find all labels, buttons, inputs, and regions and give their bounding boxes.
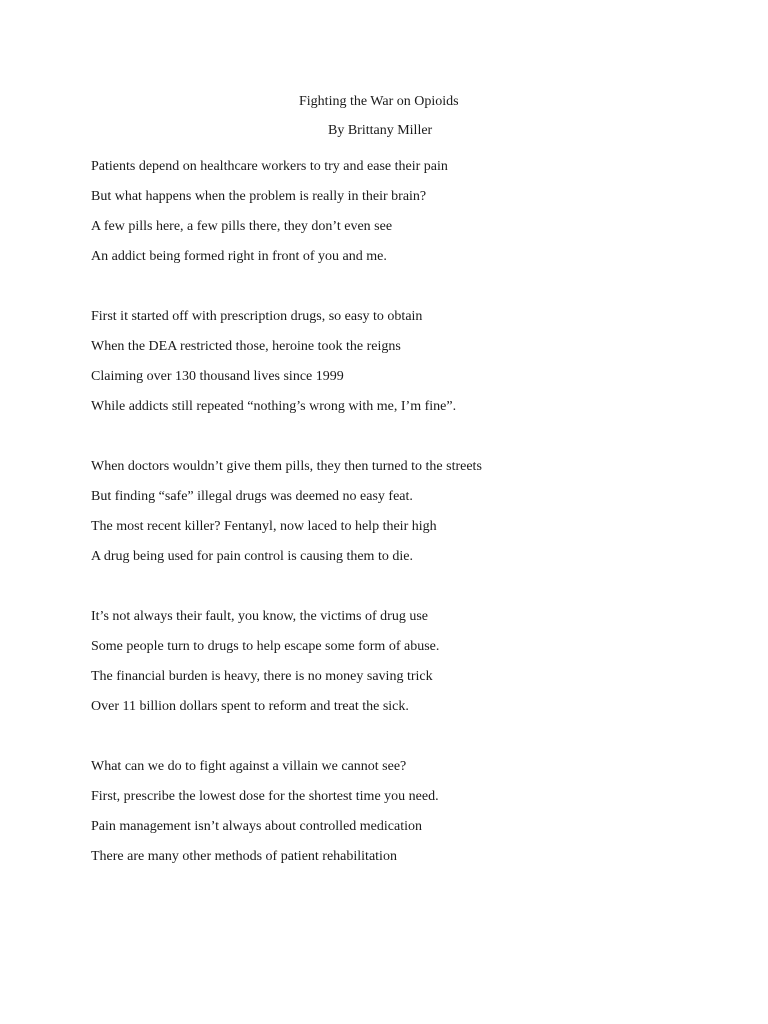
poem-line: But finding “safe” illegal drugs was deemed no easy feat. bbox=[91, 489, 413, 504]
poem-line: First it started off with prescription drugs, so easy to obtain bbox=[91, 309, 423, 324]
poem-line: But what happens when the problem is really in their brain? bbox=[91, 189, 427, 204]
poem-line: The most recent killer? Fentanyl, now laced to help their high bbox=[91, 519, 437, 534]
poem-line: Patients depend on healthcare workers to try and ease their pain bbox=[91, 159, 448, 174]
poem-line: The financial burden is heavy, there is no money saving trick bbox=[91, 669, 433, 684]
stanza-1 bbox=[91, 152, 731, 272]
poem-line: A drug being used for pain control is causing them to die. bbox=[91, 549, 413, 564]
poem-line: When doctors wouldn’t give them pills, they then turned to the streets bbox=[91, 459, 482, 474]
poem-line: Claiming over 130 thousand lives since 1999 bbox=[91, 369, 344, 384]
stanza-5 bbox=[91, 752, 731, 872]
poem-author: By Brittany Miller bbox=[328, 123, 433, 138]
stanza-2 bbox=[91, 302, 731, 422]
poem-line: Over 11 billion dollars spent to reform and treat the sick. bbox=[91, 699, 409, 714]
poem-line: What can we do to fight against a villain we cannot see? bbox=[91, 759, 407, 774]
poem-line: A few pills here, a few pills there, they don’t even see bbox=[91, 219, 393, 234]
poem-line: First, prescribe the lowest dose for the shortest time you need. bbox=[91, 789, 439, 804]
poem-line: While addicts still repeated “nothing’s wrong with me, I’m fine”. bbox=[91, 399, 457, 414]
stanza-3 bbox=[91, 452, 731, 572]
poem-line: An addict being formed right in front of you and me. bbox=[91, 249, 387, 264]
poem-line: Pain management isn’t always about controlled medication bbox=[91, 819, 422, 834]
stanza-4 bbox=[91, 602, 731, 722]
poem-line: When the DEA restricted those, heroine took the reigns bbox=[91, 339, 401, 354]
poem-title: Fighting the War on Opioids bbox=[299, 94, 459, 109]
poem-body bbox=[91, 152, 731, 902]
poem-line: It’s not always their fault, you know, the victims of drug use bbox=[91, 609, 428, 624]
poem-line: Some people turn to drugs to help escape some form of abuse. bbox=[91, 639, 440, 654]
poem-line: There are many other methods of patient rehabilitation bbox=[91, 849, 397, 864]
